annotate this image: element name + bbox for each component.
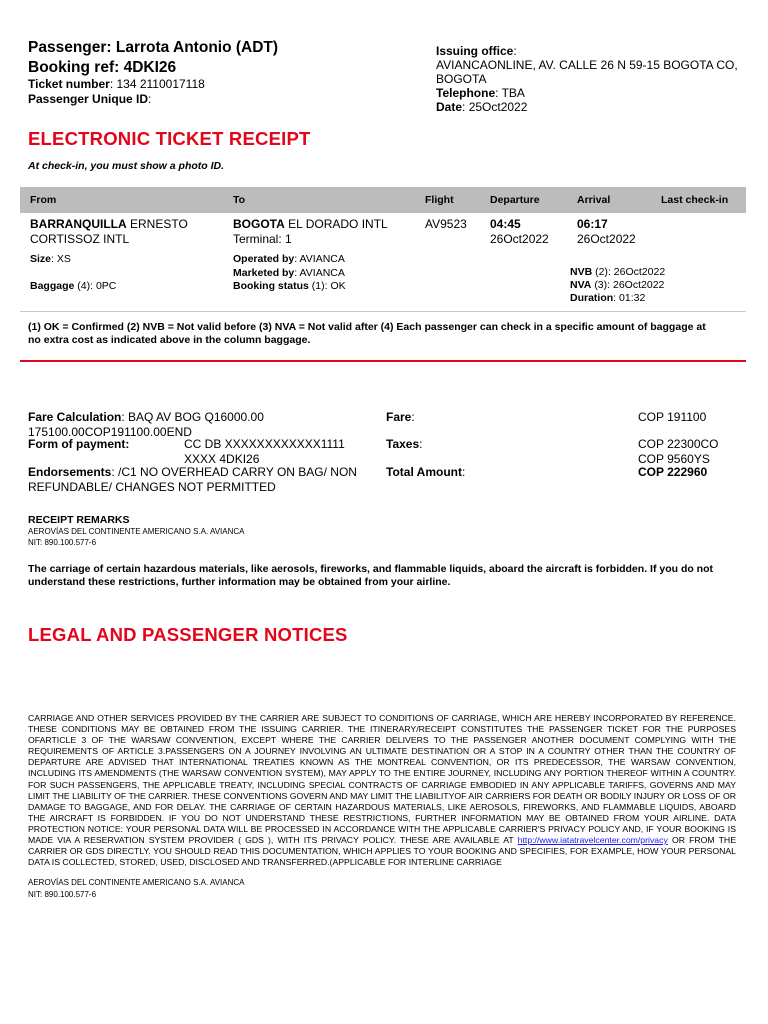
legal-footer: AEROVÍAS DEL CONTINENTE AMERICANO S.A. AVIANCA NIT: 890.100.577-6 (28, 878, 245, 899)
section-divider (20, 360, 746, 362)
total-amount-value: COP 222960 (638, 465, 708, 479)
remarks-company: AEROVÍAS DEL CONTINENTE AMERICANO S.A. AVIANCA NIT: 890.100.577-6 (28, 527, 245, 547)
date-line: Date: 25Oct2022 (436, 100, 528, 114)
departure-cell: 04:45 26Oct2022 (490, 217, 549, 246)
endorsements: Endorsements: /C1 NO OVERHEAD CARRY ON BAG/ NON REFUNDABLE/ CHANGES NOT PERMITTED (28, 465, 357, 494)
fare-value: COP 191100 (638, 410, 707, 424)
issuing-office-address: AVIANCAONLINE, AV. CALLE 26 N 59-15 BOGOTA CO, (436, 58, 738, 72)
form-of-payment-value: CC DB XXXXXXXXXXXX1111 XXXX 4DKI26 (184, 437, 345, 466)
from-cell: BARRANQUILLA ERNESTO CORTISSOZ INTL (30, 217, 188, 246)
passenger-unique-id-line: Passenger Unique ID: (28, 92, 152, 106)
flight-number: AV9523 (425, 217, 467, 231)
size-line: Size: XS (30, 253, 71, 265)
telephone-line: Telephone: TBA (436, 86, 525, 100)
booking-ref-line: Booking ref: 4DKI26 (28, 59, 177, 76)
issuing-office-block: Issuing office: AVIANCAONLINE, AV. CALLE 26 N 59-15 BOGOTA CO, BOGOTA Telephone: TBA Date: 25Oct2022 (436, 44, 748, 114)
fare-calculation: Fare Calculation: BAQ AV BOG Q16000.00 175100.00COP191100.00END (28, 410, 264, 439)
flight-table-header (20, 187, 746, 213)
validity-block: NVB (2): 26Oct2022 NVA (3): 26Oct2022 Duration: 01:32 (570, 266, 666, 304)
to-cell: BOGOTA EL DORADO INTL Terminal: 1 (233, 217, 388, 246)
arrival-cell: 06:17 26Oct2022 (577, 217, 636, 246)
col-departure: Departure (490, 194, 540, 206)
privacy-link[interactable]: http://www.iatatravelcenter.com/privacy (517, 835, 668, 846)
col-last-checkin: Last check-in (661, 194, 729, 206)
taxes-value: COP 22300CO COP 9560YS (638, 437, 719, 466)
ticket-number-line: Ticket number: 134 2110017118 (28, 77, 205, 91)
passenger-line: Passenger: Larrota Antonio (ADT) (28, 39, 279, 56)
receipt-title: ELECTRONIC TICKET RECEIPT (28, 128, 311, 149)
form-of-payment-label: Form of payment: (28, 437, 130, 451)
legal-text: CARRIAGE AND OTHER SERVICES PROVIDED BY THE CARRIER ARE SUBJECT TO CONDITIONS OF CARRIAGE, WHICH ARE HEREBY INCORPORATED BY REFERENCE. THESE CONDITIONS MAY BE OBTAINED FROM THE ISSUING CARRIER. THE ITINERARY/RECEIPT CONSTITUTES THE PASSENGER TICKET FOR THE PURPOSES OFARTICLE 3 OF THE WARSAW CONVENTION, EXCEPT WHERE THE CARRIER DELIVERS TO THE PASSENGER ANOTHER DOCUMENT COMPLYING WITH THE REQUIREMENTS OF ARTICLE 3.PASSENGERS ON A JOURNEY INVOLVING AN ULTIMATE DESTINATION OR A STOP IN A COUNTRY OTHER THAN THE COUNTRY OF DEPARTURE ARE ADVISED THAT INTERNATIONAL TREATIES KNOWN AS THE MONTREAL CONVENTION, OR ITS PREDECESSOR, THE WARSAW CONVENTION, INCLUDING ITS AMENDMENTS (THE WARSAW CONVENTION SYSTEM), MAY APPLY TO THE ENTIRE JOURNEY, INCLUDING ANY PORTION THEREOF WITHIN A COUNTRY. FOR SUCH PASSENGERS, THE APPLICABLE TREATY, INCLUDING SPECIAL CONTRACTS OF CARRIAGE EMBODIED IN ANY APPLICABLE TARIFFS, GOVERNS AND MAY LIMIT THE LIABILITY OF THE CARRIER. THESE CONVENTIONS GOVERN AND MAY LIMIT THE LIABILITYOF AIR CARRIERS FOR DEATH OR BODILY INJURY OR LOSS OF OR DAMAGE TO BAGGAGE, AND FOR DELAY. THE CARRIAGE OF CERTAIN HAZARDOUS MATERIALS, LIKE AEROSOLS, FIREWORKS, AND FLAMMABLE LIQUIDS, ABOARD THE AIRCRAFT IS FORBIDDEN. IF YOU DO NOT UNDERSTAND THESE RESTRICTIONS, FURTHER INFORMATION MAY BE OBTAINED FROM YOUR AIRLINE. DATA PROTECTION NOTICE: YOUR PERSONAL DATA WILL BE PROCESSED IN ACCORDANCE WITH THE APPLICABLE CARRIER'S PRIVACY POLICY AND, IF YOUR BOOKING IS MADE VIA A RESERVATION SYSTEM PROVIDER ( GDS ), WITH ITS PRIVACY POLICY. THESE ARE AVAILABLE AT http://www.iatatravelcenter.com/privacy OR FROM THE CARRIER OR GDS DIRECTLY. YOU SHOULD READ THIS DOCUMENTATION, WHICH APPLIES TO YOUR BOOKING AND SPECIFIES, FOR EXAMPLE, HOW YOUR PERSONAL DATA IS COLLECTED, STORED, USED, DISCLOSED AND TRANSFERRED.(APPLICABLE FOR INTERLINE CARRIAGE (28, 713, 736, 868)
table-divider (20, 311, 746, 312)
issuing-office-city: BOGOTA (436, 72, 487, 86)
table-footnote: (1) OK = Confirmed (2) NVB = Not valid before (3) NVA = Not valid after (4) Each passenger can check in a specific amount of baggage at no extra cost as indicated above in the column baggage. (28, 321, 706, 346)
col-flight: Flight (425, 194, 454, 206)
operator-block: Operated by: AVIANCA Marketed by: AVIANCA Booking status (1): OK (233, 253, 346, 292)
legal-title: LEGAL AND PASSENGER NOTICES (28, 624, 348, 645)
baggage-line: Baggage (4): 0PC (30, 280, 117, 292)
hazard-notice: The carriage of certain hazardous materials, like aerosols, fireworks, and flammable liquids, aboard the aircraft is forbidden. If you do not understand these restrictions, further information may be obtained from your airline. (28, 563, 714, 588)
col-to: To (233, 194, 246, 206)
remarks-title: RECEIPT REMARKS (28, 514, 130, 526)
photo-id-note: At check-in, you must show a photo ID. (28, 160, 225, 172)
col-from: From (30, 194, 57, 206)
total-amount-label: Total Amount: (386, 465, 466, 479)
fare-label: Fare: (386, 410, 415, 424)
col-arrival: Arrival (577, 194, 611, 206)
taxes-label: Taxes: (386, 437, 423, 451)
